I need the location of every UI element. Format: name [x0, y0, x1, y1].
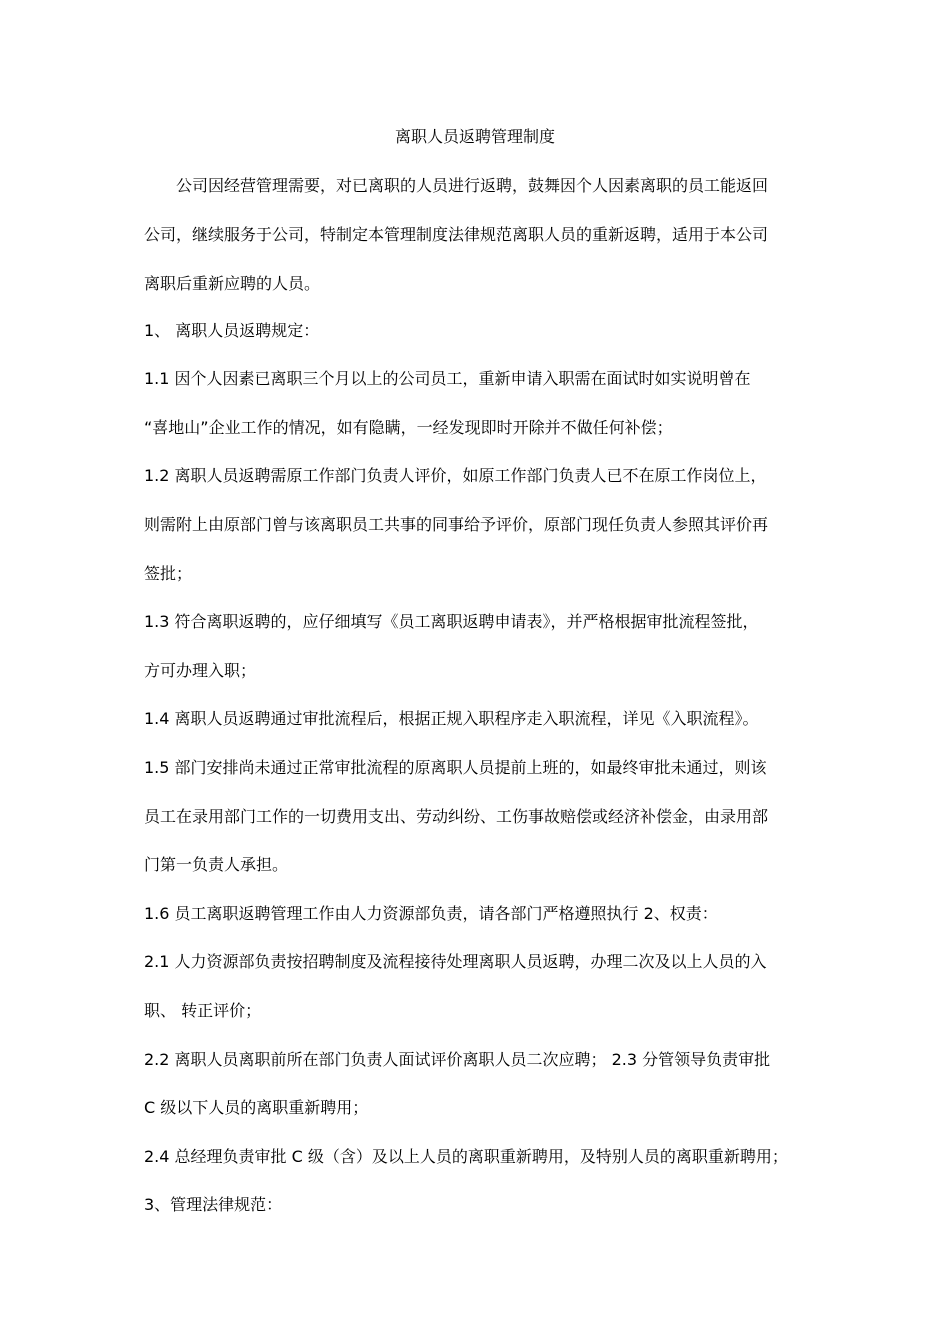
paragraph-line: 签批； [144, 564, 193, 583]
paragraph-line: “喜地山”企业工作的情况，如有隐瞒，一经发现即时开除并不做任何补偿； [144, 418, 673, 437]
paragraph-line: 门第一负责人承担。 [144, 855, 289, 874]
paragraph-line: 职、 转正评价； [144, 1001, 262, 1020]
paragraph-line: 1.5 部门安排尚未通过正常审批流程的原离职人员提前上班的，如最终审批未通过，则该 [144, 758, 767, 777]
paragraph-line: C 级以下人员的离职重新聘用； [144, 1098, 369, 1117]
paragraph-line: 方可办理入职； [144, 661, 257, 680]
paragraph-line: 1.2 离职人员返聘需原工作部门负责人评价，如原工作部门负责人已不在原工作岗位上， [144, 466, 767, 485]
paragraph-line: 1.4 离职人员返聘通过审批流程后，根据正规入职程序走入职流程，详见《入职流程》。 [144, 709, 759, 728]
paragraph-line: 2.2 离职人员离职前所在部门负责人面试评价离职人员二次应聘； 2.3 分管领导负责审批 [144, 1050, 771, 1069]
section-heading: 1、 离职人员返聘规定： [144, 321, 320, 340]
paragraph-line: 离职后重新应聘的人员。 [144, 274, 321, 293]
paragraph-line: 1.3 符合离职返聘的，应仔细填写《员工离职返聘申请表》，并严格根据审批流程签批， [144, 612, 759, 631]
paragraph-line: 1.1 因个人因素已离职三个月以上的公司员工，重新申请入职需在面试时如实说明曾在 [144, 369, 751, 388]
paragraph-line: 公司，继续服务于公司，特制定本管理制度法律规范离职人员的重新返聘，适用于本公司 [144, 225, 769, 244]
paragraph-line: 员工在录用部门工作的一切费用支出、劳动纠纷、工伤事故赔偿或经济补偿金，由录用部 [144, 807, 769, 826]
document-title: 离职人员返聘管理制度 [394, 127, 555, 146]
paragraph-line: 2.1 人力资源部负责按招聘制度及流程接待处理离职人员返聘，办理二次及以上人员的入 [144, 952, 767, 971]
paragraph-line: 2.4 总经理负责审批 C 级（含）及以上人员的离职重新聘用，及特别人员的离职重新聘用； [144, 1147, 788, 1166]
section-heading: 3、管理法律规范： [144, 1195, 283, 1214]
paragraph-line: 公司因经营管理需要，对已离职的人员进行返聘，鼓舞因个人因素离职的员工能返回 [176, 176, 769, 195]
paragraph-line: 1.6 员工离职返聘管理工作由人力资源部负责，请各部门严格遵照执行 2、权责： [144, 904, 718, 923]
paragraph-line: 则需附上由原部门曾与该离职员工共事的同事给予评价，原部门现任负责人参照其评价再 [144, 515, 769, 534]
